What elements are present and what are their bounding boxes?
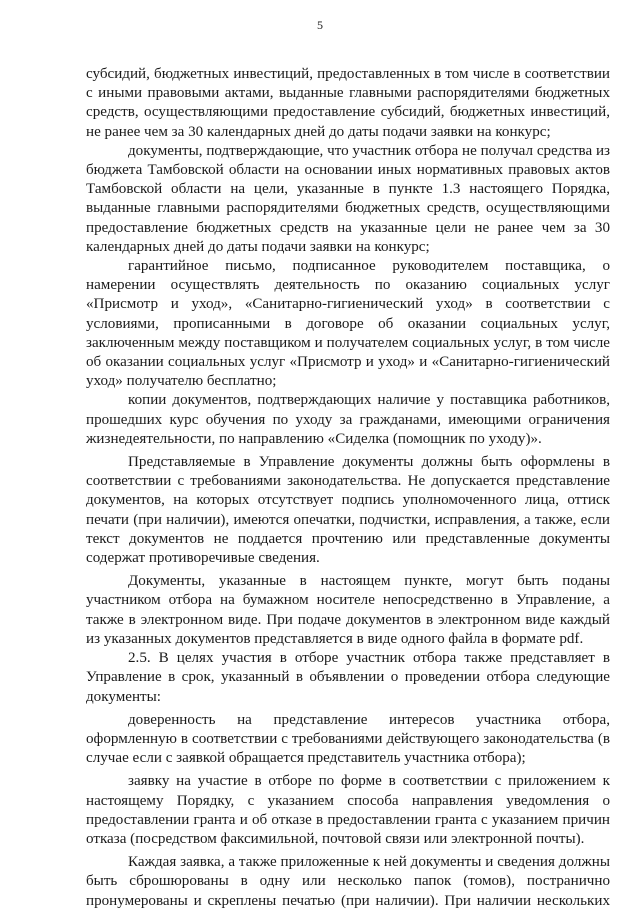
paragraph-staff-training-copies: копии документов, подтверждающих наличие у поставщика работников, прошедших курс обучения по уходу за гражданами, имеющими ограничения жизнедеятельности, по направлению «Сиделка (помощник по уходу)». <box>86 392 610 447</box>
paragraph-application-form: заявку на участие в отборе по форме в соответствии с приложением к настоящему Порядку, с указанием способа направления уведомления о предоставлении гранта и об отказе в предоставлении гранта с указанием причин отказа (посредством факсимильной, почтовой связи или электронной почты). <box>86 773 610 847</box>
paragraph-binding-requirements: Каждая заявка, а также приложенные к ней документы и сведения должны быть сброшюрованы в одну или несколько папок (томов), постранично пронумерованы и скреплены печатью (при наличии). При наличии нескольких <box>86 854 610 909</box>
paragraph-guarantee-letter: гарантийное письмо, подписанное руководителем поставщика, о намерении осуществлять деятельность по оказанию социальных услуг «Присмотр и уход», «Санитарно-гигиенический уход» в соответствии с условиями, прописанными в договоре об оказании социальных услуг, заключенным между поставщиком и получателем социальных услуг, в том числе об оказании социальных услуг «Присмотр и уход» и «Санитарно-гигиенический уход» получателю бесплатно; <box>86 258 610 390</box>
paragraph-power-of-attorney: доверенность на представление интересов участника отбора, оформленную в соответствии с требованиями действующего законодательства (в случае если с заявкой обращается представитель участника отбора); <box>86 711 610 767</box>
page-number: 5 <box>317 18 323 32</box>
paragraph-no-budget-funds-documents: документы, подтверждающие, что участник отбора не получал средства из бюджета Тамбовской области на основании иных нормативных правовых актов Тамбовской области на цели, указанные в пункте 1.3 настоящего Порядка, выданные главными распорядителями бюджетных средств, осуществляющими предоставление бюджетных средств на указанные цели не ранее чем за 30 календарных дней до даты подачи заявки на конкурс; <box>86 142 610 255</box>
paragraph-document-requirements: Представляемые в Управление документы должны быть оформлены в соответствии с требованиями законодательства. Не допускается представление документов, на которых отсутствует подпись уполномоченного лица, оттиск печати (при наличии), имеются опечатки, подчистки, исправления, а также, если текст документов не поддается прочтению или представленные документы содержат противоречивые сведения. <box>86 454 610 567</box>
paragraph-subsidies-continuation: субсидий, бюджетных инвестиций, предоставленных в том числе в соответствии с иными правовыми актами, выданные главными распорядителями бюджетных средств, осуществляющими предоставление субсидий, бюджетных инвестиций, не ранее чем за 30 календарных дней до даты подачи заявки на конкурс; <box>86 66 610 140</box>
paragraph-submission-methods: Документы, указанные в настоящем пункте, могут быть поданы участником отбора на бумажном носителе непосредственно в Управление, а также в электронном виде. При подаче документов в электронном виде каждый из указанных документов представляется в виде одного файла в формате pdf. <box>86 573 610 647</box>
document-body <box>86 65 610 911</box>
paragraph-section-2-5: 2.5. В целях участия в отборе участник отбора также представляет в Управление в срок, указанный в объявлении о проведении отбора следующие документы: <box>86 650 610 705</box>
